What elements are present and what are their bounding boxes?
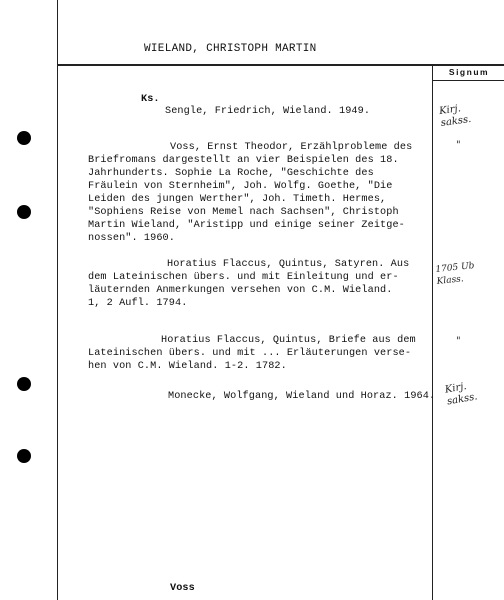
entry-line: hen von C.M. Wieland. 1-2. 1782. [88, 361, 287, 372]
entry-line: dem Lateinischen übers. und mit Einleitung und er- [88, 272, 399, 283]
punch-hole-icon [17, 131, 31, 145]
entry-line: 1, 2 Aufl. 1794. [88, 298, 188, 309]
entry-line: Sengle, Friedrich, Wieland. 1949. [165, 106, 371, 117]
entry-line: Voss, Ernst Theodor, Erzählprobleme des [170, 142, 413, 153]
entry-line: Horatius Flaccus, Quintus, Satyren. Aus [167, 259, 410, 270]
entry-line: Lateinischen übers. und mit ... Erläuterungen verse- [88, 348, 412, 359]
entry-line: Monecke, Wolfgang, Wieland und Horaz. 1964. [168, 391, 436, 402]
punch-hole-icon [17, 449, 31, 463]
signum-note: " [456, 140, 461, 151]
entry-line: Horatius Flaccus, Quintus, Briefe aus dem [161, 335, 416, 346]
card-heading: WIELAND, CHRISTOPH MARTIN [144, 43, 317, 55]
entry-line: "Sophiens Reise von Memel nach Sachsen", Christoph [88, 207, 399, 218]
footer-mark: Voss [170, 583, 195, 594]
entry-line: nossen". 1960. [88, 233, 175, 244]
entry-line: Fräulein von Sternheim", Joh. Wolfg. Goethe, "Die [88, 181, 393, 192]
section-marker: Ks. [141, 94, 160, 105]
signum-column-line [432, 64, 433, 600]
entry-line: Martin Wieland, "Aristipp und einige seiner Zeitge- [88, 220, 405, 231]
signum-note: 1705 Ub Klass. [434, 261, 475, 287]
signum-label: Signum [448, 67, 490, 77]
entry-line: Leiden des jungen Werther", Joh. Timeth. Hermes, [88, 194, 387, 205]
entry-line: Briefromans dargestellt an vier Beispielen des 18. [88, 155, 399, 166]
header-rule [57, 64, 504, 66]
punch-hole-icon [17, 205, 31, 219]
signum-note: Kirj. sakss. [444, 381, 479, 408]
entry-line: läuternden Anmerkungen versehen von C.M. Wieland. [88, 285, 393, 296]
signum-note: " [456, 336, 461, 347]
left-margin-line [57, 0, 58, 600]
signum-note: Kirj. sakss. [438, 103, 472, 130]
punch-hole-icon [17, 377, 31, 391]
signum-header-rule [432, 80, 504, 81]
entry-line: Jahrhunderts. Sophie La Roche, "Geschichte des [88, 168, 374, 179]
